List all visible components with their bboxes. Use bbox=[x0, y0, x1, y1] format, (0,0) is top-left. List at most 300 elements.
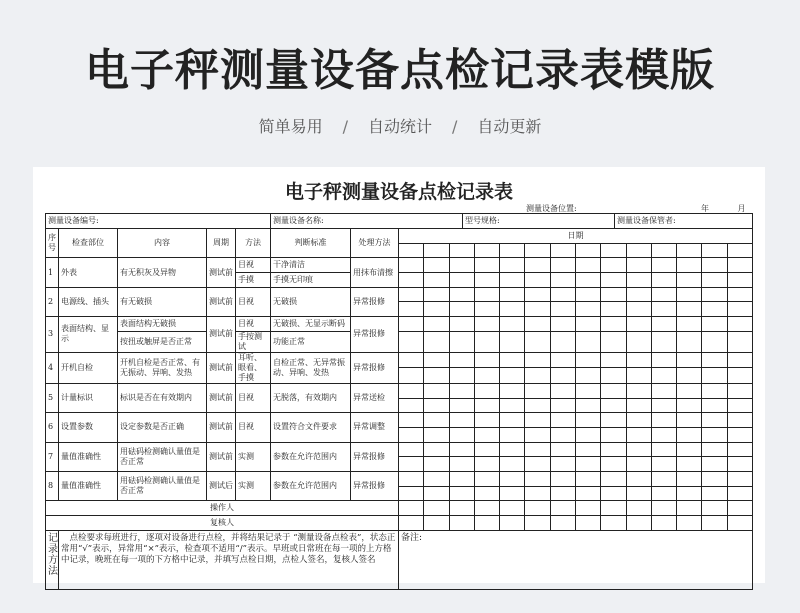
date-cell[interactable] bbox=[702, 331, 727, 352]
date-cell[interactable] bbox=[424, 457, 449, 472]
date-cell[interactable] bbox=[550, 317, 575, 332]
date-cell[interactable] bbox=[626, 331, 651, 352]
date-cell[interactable] bbox=[525, 457, 550, 472]
separator: / bbox=[452, 117, 458, 136]
date-cell[interactable] bbox=[449, 413, 474, 428]
date-cell[interactable] bbox=[651, 273, 676, 288]
date-cell[interactable] bbox=[399, 501, 424, 516]
date-cell[interactable] bbox=[677, 501, 702, 516]
date-cell[interactable] bbox=[677, 516, 702, 531]
date-cell[interactable] bbox=[651, 302, 676, 317]
date-cell[interactable] bbox=[575, 352, 600, 368]
row-method: 目视 bbox=[236, 413, 271, 442]
date-cell[interactable] bbox=[399, 471, 424, 486]
date-cell[interactable] bbox=[651, 516, 676, 531]
date-cell[interactable] bbox=[727, 457, 752, 472]
date-cell[interactable] bbox=[474, 383, 499, 398]
row-content: 有无破损 bbox=[118, 287, 207, 316]
date-cell[interactable] bbox=[677, 471, 702, 486]
row-method: 目视 bbox=[236, 258, 271, 273]
date-cell[interactable] bbox=[525, 273, 550, 288]
date-cell[interactable] bbox=[727, 302, 752, 317]
date-cell[interactable] bbox=[424, 273, 449, 288]
date-cell[interactable] bbox=[500, 427, 525, 442]
inspection-table bbox=[45, 228, 753, 590]
date-cell[interactable] bbox=[500, 457, 525, 472]
date-cell[interactable] bbox=[727, 352, 752, 368]
date-cell[interactable] bbox=[525, 352, 550, 368]
date-cell[interactable] bbox=[727, 383, 752, 398]
date-cell[interactable] bbox=[727, 331, 752, 352]
date-cell[interactable] bbox=[399, 413, 424, 428]
date-cell[interactable] bbox=[702, 302, 727, 317]
date-cell[interactable] bbox=[702, 368, 727, 384]
date-cell[interactable] bbox=[727, 486, 752, 501]
date-cell[interactable] bbox=[727, 398, 752, 413]
date-cell[interactable] bbox=[474, 457, 499, 472]
date-cell[interactable] bbox=[575, 383, 600, 398]
row-seq: 1 bbox=[46, 258, 59, 287]
date-cell[interactable] bbox=[525, 398, 550, 413]
row-part: 表面结构、显示 bbox=[59, 317, 118, 353]
date-cell[interactable] bbox=[677, 287, 702, 302]
date-cell[interactable] bbox=[626, 287, 651, 302]
date-cell[interactable] bbox=[651, 352, 676, 368]
date-cell[interactable] bbox=[702, 287, 727, 302]
date-cell[interactable] bbox=[601, 516, 626, 531]
date-cell[interactable] bbox=[399, 287, 424, 302]
date-cell[interactable] bbox=[575, 258, 600, 273]
date-cell[interactable] bbox=[399, 317, 424, 332]
date-cell[interactable] bbox=[651, 471, 676, 486]
date-cell[interactable] bbox=[449, 243, 474, 258]
date-cell[interactable] bbox=[601, 331, 626, 352]
date-cell[interactable] bbox=[474, 368, 499, 384]
date-cell[interactable] bbox=[601, 273, 626, 288]
seq-header: 序号 bbox=[46, 229, 59, 258]
date-cell[interactable] bbox=[601, 413, 626, 428]
date-cell[interactable] bbox=[651, 331, 676, 352]
date-cell[interactable] bbox=[449, 302, 474, 317]
date-cell[interactable] bbox=[474, 413, 499, 428]
date-cell[interactable] bbox=[626, 243, 651, 258]
date-cell[interactable] bbox=[550, 471, 575, 486]
date-cell[interactable] bbox=[702, 352, 727, 368]
date-cell[interactable] bbox=[651, 258, 676, 273]
date-cell[interactable] bbox=[575, 302, 600, 317]
date-cell[interactable] bbox=[500, 302, 525, 317]
date-cell[interactable] bbox=[525, 287, 550, 302]
date-cell[interactable] bbox=[702, 442, 727, 457]
date-cell[interactable] bbox=[702, 486, 727, 501]
row-content: 用砝码检测确认量值是否正常 bbox=[118, 442, 207, 471]
date-cell[interactable] bbox=[424, 331, 449, 352]
date-cell[interactable] bbox=[626, 442, 651, 457]
date-cell[interactable] bbox=[601, 383, 626, 398]
date-cell[interactable] bbox=[399, 398, 424, 413]
date-cell[interactable] bbox=[399, 331, 424, 352]
date-cell[interactable] bbox=[474, 317, 499, 332]
date-cell[interactable] bbox=[550, 516, 575, 531]
row-cycle: 测试前 bbox=[207, 352, 236, 383]
header-row bbox=[46, 229, 753, 244]
date-cell[interactable] bbox=[424, 352, 449, 368]
table-row bbox=[46, 442, 753, 457]
date-cell[interactable] bbox=[525, 258, 550, 273]
date-cell[interactable] bbox=[424, 501, 449, 516]
date-cell[interactable] bbox=[474, 427, 499, 442]
date-cell[interactable] bbox=[702, 413, 727, 428]
date-cell[interactable] bbox=[727, 471, 752, 486]
date-cell[interactable] bbox=[727, 368, 752, 384]
date-cell[interactable] bbox=[500, 383, 525, 398]
date-cell[interactable] bbox=[601, 486, 626, 501]
date-cell[interactable] bbox=[550, 383, 575, 398]
date-cell[interactable] bbox=[424, 516, 449, 531]
date-cell[interactable] bbox=[474, 486, 499, 501]
date-cell[interactable] bbox=[727, 243, 752, 258]
date-cell[interactable] bbox=[702, 516, 727, 531]
date-cell[interactable] bbox=[677, 442, 702, 457]
date-cell[interactable] bbox=[651, 442, 676, 457]
date-cell[interactable] bbox=[702, 383, 727, 398]
date-cell[interactable] bbox=[727, 442, 752, 457]
date-cell[interactable] bbox=[626, 383, 651, 398]
date-cell[interactable] bbox=[550, 413, 575, 428]
date-cell[interactable] bbox=[727, 516, 752, 531]
cycle-header: 周期 bbox=[207, 229, 236, 258]
date-cell[interactable] bbox=[550, 243, 575, 258]
date-cell[interactable] bbox=[424, 287, 449, 302]
date-cell[interactable] bbox=[677, 331, 702, 352]
date-cell[interactable] bbox=[474, 287, 499, 302]
date-cell[interactable] bbox=[474, 352, 499, 368]
date-cell[interactable] bbox=[424, 486, 449, 501]
date-cell[interactable] bbox=[399, 243, 424, 258]
date-cell[interactable] bbox=[399, 258, 424, 273]
date-cell[interactable] bbox=[525, 486, 550, 501]
date-cell[interactable] bbox=[626, 413, 651, 428]
date-cell[interactable] bbox=[399, 516, 424, 531]
date-cell[interactable] bbox=[449, 287, 474, 302]
date-cell[interactable] bbox=[702, 501, 727, 516]
date-cell[interactable] bbox=[500, 331, 525, 352]
date-cell[interactable] bbox=[702, 427, 727, 442]
date-cell[interactable] bbox=[525, 413, 550, 428]
date-cell[interactable] bbox=[702, 273, 727, 288]
date-cell[interactable] bbox=[677, 398, 702, 413]
date-cell[interactable] bbox=[651, 383, 676, 398]
date-cell[interactable] bbox=[651, 243, 676, 258]
date-cell[interactable] bbox=[575, 331, 600, 352]
date-cell[interactable] bbox=[575, 368, 600, 384]
date-cell[interactable] bbox=[727, 273, 752, 288]
date-cell[interactable] bbox=[601, 457, 626, 472]
date-cell[interactable] bbox=[626, 317, 651, 332]
date-cell[interactable] bbox=[626, 471, 651, 486]
date-cell[interactable] bbox=[474, 442, 499, 457]
date-cell[interactable] bbox=[651, 317, 676, 332]
date-cell[interactable] bbox=[449, 442, 474, 457]
date-cell[interactable] bbox=[449, 501, 474, 516]
date-cell[interactable] bbox=[575, 486, 600, 501]
table-row bbox=[46, 258, 753, 273]
date-cell[interactable] bbox=[399, 273, 424, 288]
date-cell[interactable] bbox=[399, 368, 424, 384]
subtitle bbox=[0, 114, 800, 137]
date-cell[interactable] bbox=[474, 331, 499, 352]
date-cell[interactable] bbox=[677, 368, 702, 384]
date-cell[interactable] bbox=[626, 501, 651, 516]
date-cell[interactable] bbox=[399, 442, 424, 457]
date-cell[interactable] bbox=[525, 368, 550, 384]
date-cell[interactable] bbox=[550, 442, 575, 457]
date-cell[interactable] bbox=[651, 398, 676, 413]
date-cell[interactable] bbox=[525, 442, 550, 457]
date-cell[interactable] bbox=[575, 413, 600, 428]
date-cell[interactable] bbox=[550, 287, 575, 302]
date-cell[interactable] bbox=[601, 302, 626, 317]
date-cell[interactable] bbox=[727, 287, 752, 302]
operator-label: 操作人 bbox=[46, 501, 399, 516]
date-cell[interactable] bbox=[424, 368, 449, 384]
row-handling: 异常报修 bbox=[351, 442, 399, 471]
date-cell[interactable] bbox=[727, 413, 752, 428]
date-cell[interactable] bbox=[550, 457, 575, 472]
date-cell[interactable] bbox=[550, 273, 575, 288]
date-cell[interactable] bbox=[601, 398, 626, 413]
date-cell[interactable] bbox=[601, 317, 626, 332]
date-cell[interactable] bbox=[727, 501, 752, 516]
row-method: 实测 bbox=[236, 471, 271, 500]
date-cell[interactable] bbox=[575, 457, 600, 472]
date-cell[interactable] bbox=[727, 258, 752, 273]
date-cell[interactable] bbox=[449, 317, 474, 332]
date-cell[interactable] bbox=[500, 258, 525, 273]
date-cell[interactable] bbox=[449, 368, 474, 384]
date-cell[interactable] bbox=[677, 258, 702, 273]
date-cell[interactable] bbox=[626, 398, 651, 413]
date-cell[interactable] bbox=[500, 317, 525, 332]
row-handling: 异常报修 bbox=[351, 287, 399, 316]
date-cell[interactable] bbox=[702, 457, 727, 472]
row-part: 外表 bbox=[59, 258, 118, 287]
date-cell[interactable] bbox=[500, 516, 525, 531]
date-cell[interactable] bbox=[677, 457, 702, 472]
date-cell[interactable] bbox=[449, 427, 474, 442]
date-cell[interactable] bbox=[424, 442, 449, 457]
date-cell[interactable] bbox=[525, 427, 550, 442]
date-cell[interactable] bbox=[702, 471, 727, 486]
date-cell[interactable] bbox=[626, 258, 651, 273]
date-cell[interactable] bbox=[575, 273, 600, 288]
row-method: 手按测试 bbox=[236, 331, 271, 352]
date-cell[interactable] bbox=[550, 501, 575, 516]
date-cell[interactable] bbox=[575, 427, 600, 442]
date-cell[interactable] bbox=[474, 516, 499, 531]
row-content: 按扭或触屏是否正常 bbox=[118, 331, 207, 352]
date-cell[interactable] bbox=[550, 427, 575, 442]
date-cell[interactable] bbox=[474, 258, 499, 273]
date-cell[interactable] bbox=[550, 352, 575, 368]
row-criteria: 干净清洁 bbox=[271, 258, 351, 273]
date-cell[interactable] bbox=[525, 516, 550, 531]
date-cell[interactable] bbox=[601, 427, 626, 442]
date-cell[interactable] bbox=[702, 317, 727, 332]
date-cell[interactable] bbox=[550, 486, 575, 501]
remarks-field[interactable]: 备注: bbox=[399, 530, 753, 589]
date-cell[interactable] bbox=[474, 471, 499, 486]
date-cell[interactable] bbox=[474, 501, 499, 516]
date-cell[interactable] bbox=[500, 273, 525, 288]
date-cell[interactable] bbox=[702, 258, 727, 273]
date-cell[interactable] bbox=[399, 383, 424, 398]
date-cell[interactable] bbox=[500, 442, 525, 457]
date-cell[interactable] bbox=[601, 442, 626, 457]
date-cell[interactable] bbox=[575, 398, 600, 413]
date-cell[interactable] bbox=[575, 243, 600, 258]
part-header: 检查部位 bbox=[59, 229, 118, 258]
date-cell[interactable] bbox=[550, 398, 575, 413]
row-method: 手摸 bbox=[236, 273, 271, 288]
date-cell[interactable] bbox=[626, 457, 651, 472]
date-cell[interactable] bbox=[626, 516, 651, 531]
date-cell[interactable] bbox=[474, 398, 499, 413]
date-cell[interactable] bbox=[575, 471, 600, 486]
date-cell[interactable] bbox=[424, 258, 449, 273]
record-method-label: 记录方法 bbox=[46, 530, 59, 589]
date-cell[interactable] bbox=[525, 501, 550, 516]
date-cell[interactable] bbox=[601, 471, 626, 486]
date-cell[interactable] bbox=[424, 317, 449, 332]
date-cell[interactable] bbox=[399, 457, 424, 472]
date-cell[interactable] bbox=[601, 287, 626, 302]
date-cell[interactable] bbox=[601, 501, 626, 516]
date-cell[interactable] bbox=[651, 368, 676, 384]
date-cell[interactable] bbox=[525, 471, 550, 486]
date-cell[interactable] bbox=[449, 331, 474, 352]
date-cell[interactable] bbox=[500, 471, 525, 486]
date-cell[interactable] bbox=[601, 368, 626, 384]
date-cell[interactable] bbox=[651, 501, 676, 516]
date-cell[interactable] bbox=[550, 331, 575, 352]
row-method: 实测 bbox=[236, 442, 271, 471]
date-cell[interactable] bbox=[399, 352, 424, 368]
date-cell[interactable] bbox=[651, 413, 676, 428]
date-cell[interactable] bbox=[575, 501, 600, 516]
date-cell[interactable] bbox=[702, 243, 727, 258]
date-cell[interactable] bbox=[727, 427, 752, 442]
date-cell[interactable] bbox=[500, 368, 525, 384]
date-cell[interactable] bbox=[525, 331, 550, 352]
date-cell[interactable] bbox=[424, 302, 449, 317]
row-criteria: 功能正常 bbox=[271, 331, 351, 352]
location-label: 测量设备位置: bbox=[526, 204, 577, 213]
date-cell[interactable] bbox=[677, 383, 702, 398]
date-cell[interactable] bbox=[500, 352, 525, 368]
date-cell[interactable] bbox=[449, 273, 474, 288]
date-cell[interactable] bbox=[626, 368, 651, 384]
date-cell[interactable] bbox=[449, 516, 474, 531]
date-cell[interactable] bbox=[500, 501, 525, 516]
date-cell[interactable] bbox=[424, 383, 449, 398]
date-cell[interactable] bbox=[575, 516, 600, 531]
row-criteria: 设置符合文件要求 bbox=[271, 413, 351, 442]
date-cell[interactable] bbox=[626, 427, 651, 442]
date-cell[interactable] bbox=[449, 398, 474, 413]
date-cell[interactable] bbox=[424, 471, 449, 486]
date-cell[interactable] bbox=[474, 273, 499, 288]
date-cell[interactable] bbox=[651, 287, 676, 302]
date-cell[interactable] bbox=[550, 368, 575, 384]
row-method: 目视 bbox=[236, 317, 271, 332]
date-cell[interactable] bbox=[677, 427, 702, 442]
date-cell[interactable] bbox=[677, 273, 702, 288]
date-cell[interactable] bbox=[677, 413, 702, 428]
date-cell[interactable] bbox=[677, 352, 702, 368]
date-cell[interactable] bbox=[525, 317, 550, 332]
date-cell[interactable] bbox=[601, 243, 626, 258]
date-cell[interactable] bbox=[575, 287, 600, 302]
date-cell[interactable] bbox=[575, 442, 600, 457]
date-cell[interactable] bbox=[474, 302, 499, 317]
date-cell[interactable] bbox=[474, 243, 499, 258]
date-cell[interactable] bbox=[449, 457, 474, 472]
date-cell[interactable] bbox=[399, 427, 424, 442]
date-cell[interactable] bbox=[500, 486, 525, 501]
date-cell[interactable] bbox=[626, 486, 651, 501]
date-cell[interactable] bbox=[449, 383, 474, 398]
date-cell[interactable] bbox=[449, 352, 474, 368]
date-cell[interactable] bbox=[677, 302, 702, 317]
date-cell[interactable] bbox=[525, 243, 550, 258]
date-cell[interactable] bbox=[449, 258, 474, 273]
date-cell[interactable] bbox=[500, 243, 525, 258]
date-cell[interactable] bbox=[500, 287, 525, 302]
date-cell[interactable] bbox=[500, 398, 525, 413]
date-cell[interactable] bbox=[424, 243, 449, 258]
date-cell[interactable] bbox=[651, 427, 676, 442]
date-cell[interactable] bbox=[399, 486, 424, 501]
date-cell[interactable] bbox=[626, 273, 651, 288]
date-cell[interactable] bbox=[651, 457, 676, 472]
page-title: 电子秤测量设备点检记录表模版 bbox=[85, 45, 715, 96]
date-cell[interactable] bbox=[677, 243, 702, 258]
date-cell[interactable] bbox=[702, 398, 727, 413]
date-cell[interactable] bbox=[500, 413, 525, 428]
date-cell[interactable] bbox=[575, 317, 600, 332]
date-cell[interactable] bbox=[525, 383, 550, 398]
date-cell[interactable] bbox=[651, 486, 676, 501]
date-cell[interactable] bbox=[626, 302, 651, 317]
date-cell[interactable] bbox=[626, 352, 651, 368]
date-cell[interactable] bbox=[424, 413, 449, 428]
date-cell[interactable] bbox=[677, 317, 702, 332]
date-cell[interactable] bbox=[601, 258, 626, 273]
date-cell[interactable] bbox=[424, 398, 449, 413]
date-cell[interactable] bbox=[525, 302, 550, 317]
date-cell[interactable] bbox=[677, 486, 702, 501]
date-cell[interactable] bbox=[601, 352, 626, 368]
date-cell[interactable] bbox=[550, 302, 575, 317]
date-cell[interactable] bbox=[727, 317, 752, 332]
date-cell[interactable] bbox=[550, 258, 575, 273]
date-cell[interactable] bbox=[424, 427, 449, 442]
date-cell[interactable] bbox=[449, 471, 474, 486]
date-cell[interactable] bbox=[399, 302, 424, 317]
date-cell[interactable] bbox=[449, 486, 474, 501]
table-row bbox=[46, 317, 753, 332]
